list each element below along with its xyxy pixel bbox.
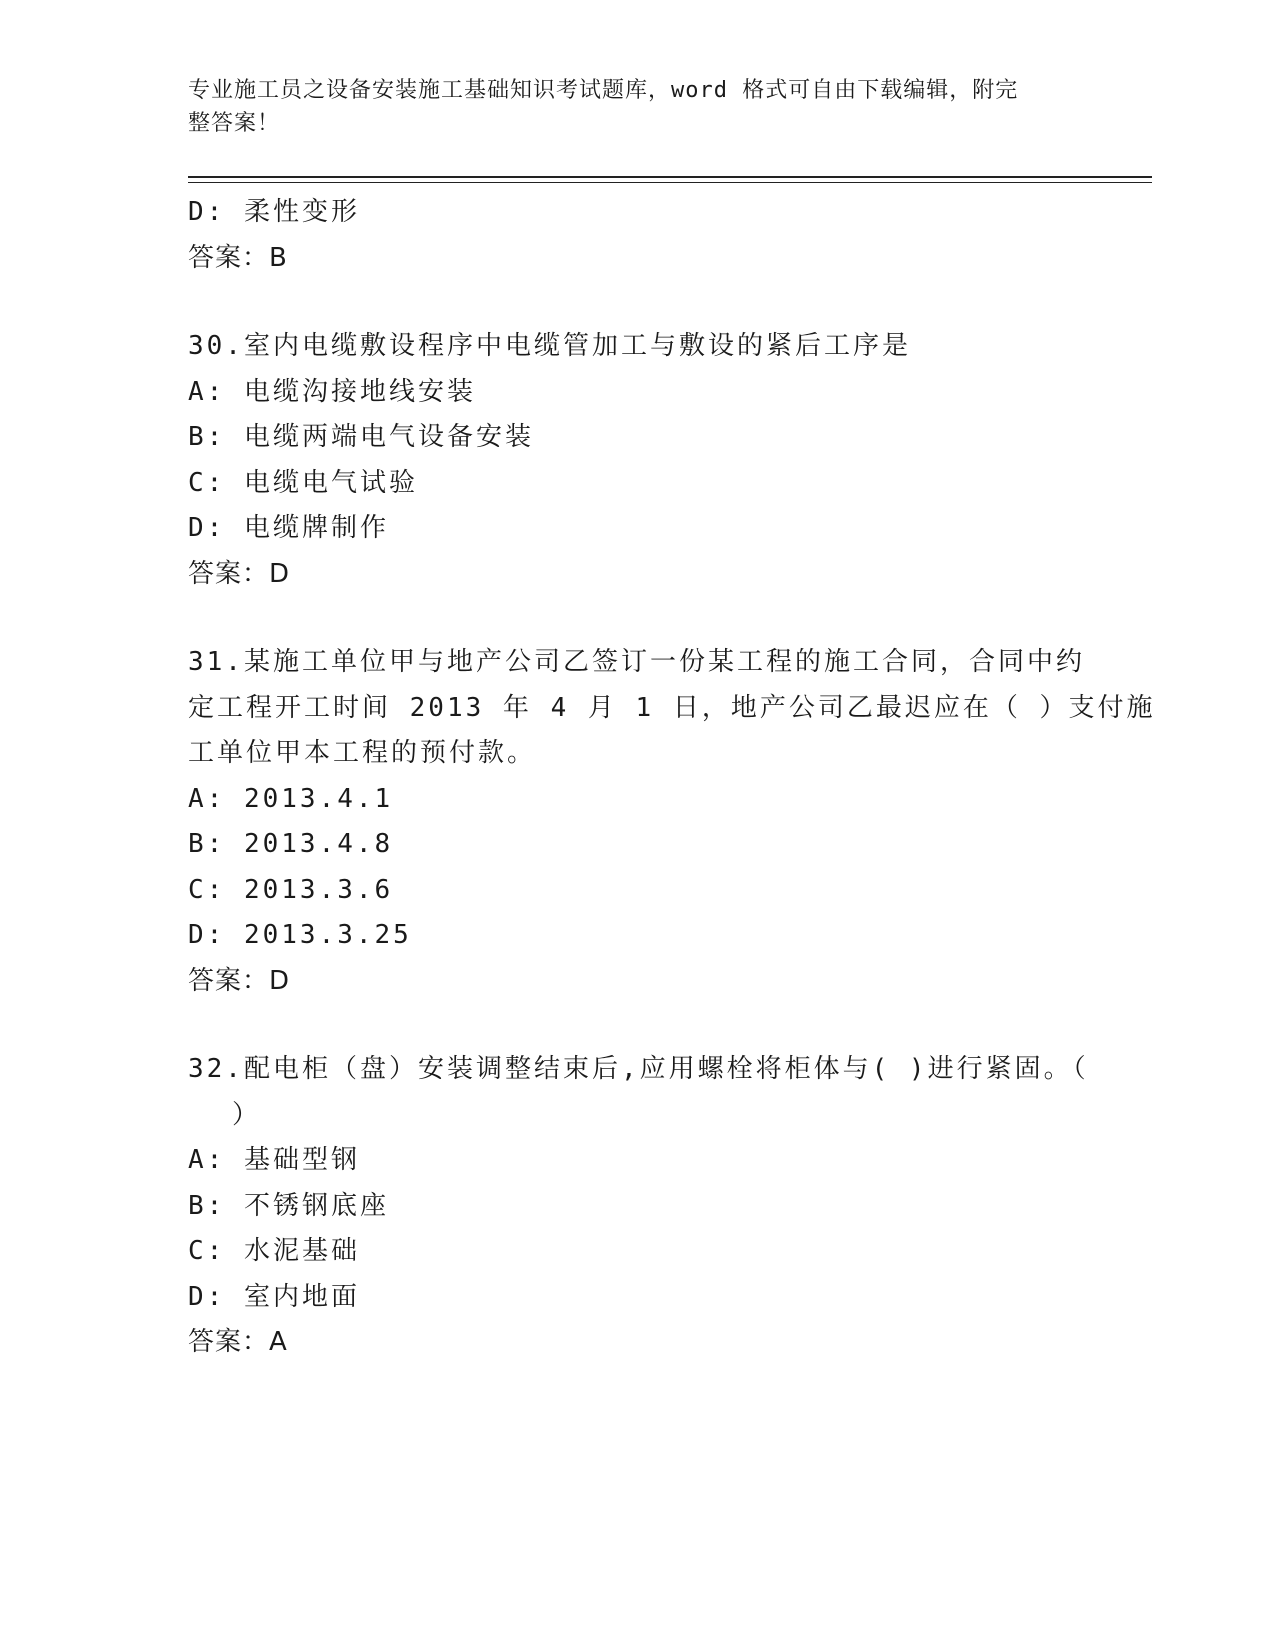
option-a: A: 基础型钢 bbox=[188, 1145, 360, 1175]
option-c: C: 2013.3.6 bbox=[188, 874, 394, 905]
option-b: B: 2013.4.8 bbox=[188, 829, 394, 859]
question-stem: 30.室内电缆敷设程序中电缆管加工与敷设的紧后工序是 bbox=[188, 331, 911, 361]
question-stem-line-2: ） bbox=[232, 1099, 262, 1130]
question-stem-line-1: 31.某施工单位甲与地产公司乙签订一份某工程的施工合同，合同中约 bbox=[188, 647, 1085, 677]
question-stem-line-3: 工单位甲本工程的预付款。 bbox=[188, 738, 537, 768]
answer-line: 答案：A bbox=[188, 1327, 288, 1357]
answer-line: 答案：D bbox=[188, 558, 291, 589]
question-stem-line-1: 32.配电柜（盘）安装调整结束后,应用螺栓将柜体与( )进行紧固。（ bbox=[188, 1054, 1089, 1084]
header-rule-thick bbox=[188, 176, 1152, 178]
option-b: B: 电缆两端电气设备安装 bbox=[188, 422, 534, 452]
answer-line: 答案：D bbox=[188, 965, 291, 996]
question-31 bbox=[188, 640, 1156, 1004]
header-rule-thin bbox=[188, 182, 1152, 183]
document-header bbox=[188, 74, 1068, 140]
option-c: C: 电缆电气试验 bbox=[188, 467, 418, 498]
answer-line: 答案：B bbox=[188, 242, 288, 273]
previous-question-tail bbox=[188, 190, 1088, 281]
option-c: C: 水泥基础 bbox=[188, 1236, 360, 1266]
option-d: D: 电缆牌制作 bbox=[188, 513, 389, 543]
option-d: D: 2013.3.25 bbox=[188, 920, 412, 950]
option-b: B: 不锈钢底座 bbox=[188, 1190, 389, 1221]
question-stem-line-2: 定工程开工时间 2013 年 4 月 1 日，地产公司乙最迟应在（ ）支付施 bbox=[188, 692, 1156, 723]
question-32 bbox=[188, 1047, 1088, 1366]
option-d: D: 柔性变形 bbox=[188, 197, 360, 227]
header-line-1: 专业施工员之设备安装施工基础知识考试题库，word 格式可自由下载编辑，附完 bbox=[188, 78, 1019, 103]
question-body bbox=[188, 190, 1156, 1366]
question-30 bbox=[188, 324, 1088, 597]
option-a: A: 电缆沟接地线安装 bbox=[188, 376, 476, 407]
header-line-2: 整答案！ bbox=[188, 111, 281, 136]
option-a: A: 2013.4.1 bbox=[188, 783, 394, 814]
option-d: D: 室内地面 bbox=[188, 1281, 360, 1312]
